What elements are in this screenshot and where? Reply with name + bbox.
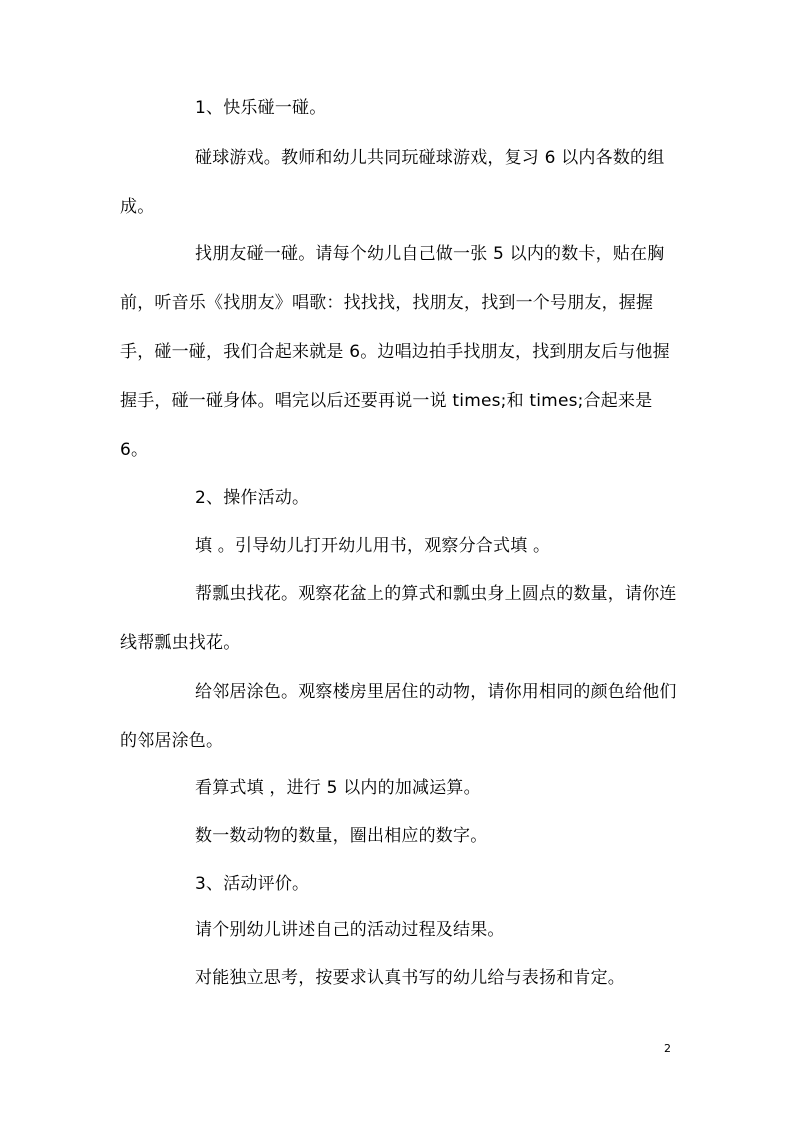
paragraph-fill-in: 填 。引导幼儿打开幼儿用书，观察分合式填 。: [195, 536, 551, 556]
paragraph-describe-process: 请个别幼儿讲述自己的活动过程及结果。: [195, 920, 505, 940]
paragraph-arithmetic: 看算式填 ，进行 5 以内的加减运算。: [195, 778, 481, 798]
heading-activity: 2、操作活动。: [195, 488, 310, 508]
heading-happy-touch: 1、快乐碰一碰。: [195, 98, 327, 118]
heading-evaluation: 3、活动评价。: [195, 874, 310, 894]
paragraph-praise: 对能独立思考，按要求认真书写的幼儿给与表扬和肯定。: [195, 968, 625, 988]
paragraph-ladybug: 帮瓢虫找花。观察花盆上的算式和瓢虫身上圆点的数量，请你连线帮瓢虫找花。: [120, 584, 677, 653]
paragraph-ball-game: 碰球游戏。教师和幼儿共同玩碰球游戏，复习 6 以内各数的组成。: [120, 148, 665, 217]
page-number: 2: [664, 1042, 671, 1055]
paragraph-color-neighbors: 给邻居涂色。观察楼房里居住的动物，请你用相同的颜色给他们的邻居涂色。: [120, 682, 677, 751]
paragraph-count-animals: 数一数动物的数量，圈出相应的数字。: [195, 826, 488, 846]
paragraph-find-friends: 找朋友碰一碰。请每个幼儿自己做一张 5 以内的数卡，贴在胸前，听音乐《找朋友》唱歌：找找找，找朋友，找到一个号朋友，握握手，碰一碰，我们合起来就是 6。边唱边拍手找朋友，找到朋友后与他握握手，碰一碰身体。唱完以后还要再说一说 times;和 times;合起来是 6。: [120, 244, 670, 460]
